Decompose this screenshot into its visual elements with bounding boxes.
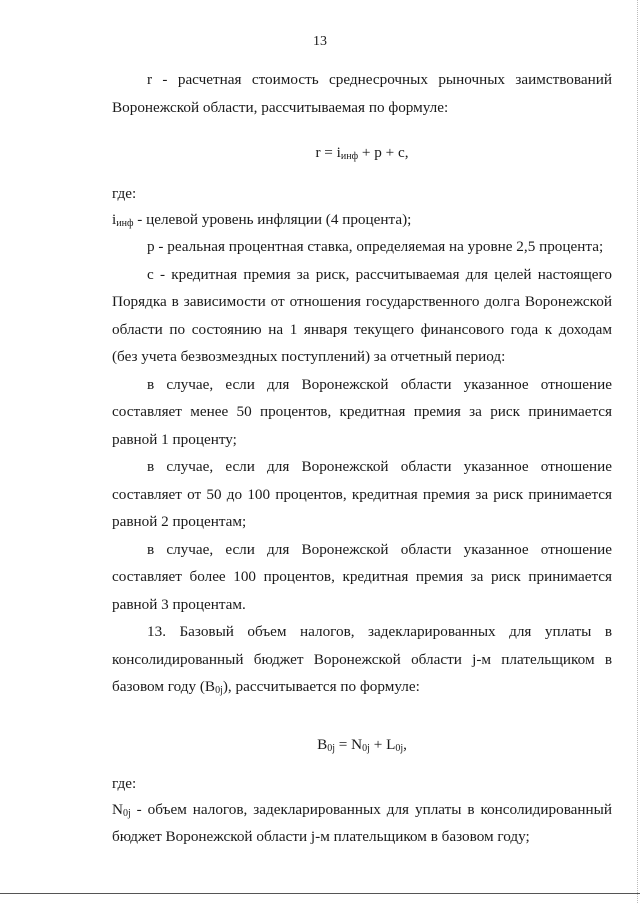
definition-i-inf: $i_{инф}$ - целевой уровень инфляции (4 процента); xyxy=(112,211,412,229)
where-label-2: где: xyxy=(112,774,137,792)
case-less-50: в случае, если для Воронежской области указанное отношение составляет менее 50 процентов, кредитная премия за риск принимается равной 1 проценту; xyxy=(112,375,612,448)
scan-bottom-line xyxy=(0,893,640,894)
case-50-100: в случае, если для Воронежской области указанное отношение составляет от 50 до 100 процентов, кредитная премия за риск принимается равной 2 процентам; xyxy=(112,458,612,530)
formula-r: $r = i_{инф} + p + c$, xyxy=(315,144,409,162)
where-label: где: xyxy=(112,185,137,202)
formula-b0j: $B_{0j} = N_{0j} + L_{0j}$, xyxy=(317,735,407,754)
definition-c: c - кредитная премия за риск, рассчитываемая для целей настоящего Порядка в зависимости от отношения государственного долга Воронежской области по состоянию на 1 января текущего финансового года к доходам (без учета безвозмездных поступлений) за отчетный период: xyxy=(112,265,612,365)
case-more-100: в случае, если для Воронежской области указанное отношение составляет более 100 процентов, кредитная премия за риск принимается равной 3 процентам. xyxy=(112,540,612,613)
paragraph-13: 13. Базовый объем налогов, задекларированных для уплаты в консолидированный бюджет Воронежской области j-м плательщиком в базовом году $(B_{0j})$, рассчитывается по формуле: xyxy=(112,623,612,696)
definition-p: p - реальная процентная ставка, определяемая на уровне 2,5 процента; xyxy=(147,238,604,255)
document-body xyxy=(112,66,612,851)
definition-n0j: $N_{0j}$ - объем налогов, задекларированных для уплаты в консолидированный бюджет Воронежской области j-м плательщиком в базовом году; xyxy=(112,800,612,845)
scan-edge xyxy=(636,0,638,903)
page-number: 13 xyxy=(313,34,327,49)
paragraph-r-definition: r - расчетная стоимость среднесрочных рыночных заимствований Воронежской области, рассчитываемая по формуле: xyxy=(112,71,612,116)
